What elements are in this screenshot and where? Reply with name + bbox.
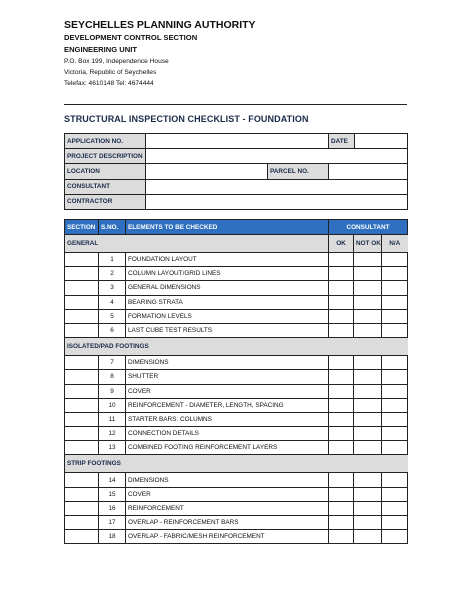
- checklist-table: [64, 219, 408, 544]
- item-text: COVER: [126, 384, 329, 398]
- date-label: DATE: [329, 134, 355, 149]
- ok-cell[interactable]: [329, 356, 354, 370]
- not-ok-cell[interactable]: [354, 295, 382, 309]
- ok-cell[interactable]: [329, 427, 354, 441]
- not-ok-cell[interactable]: [354, 473, 382, 487]
- consultant-field[interactable]: [146, 179, 408, 194]
- section-cell: [65, 427, 99, 441]
- not-ok-cell[interactable]: [354, 370, 382, 384]
- item-number: 12: [99, 427, 126, 441]
- na-cell[interactable]: [382, 501, 408, 515]
- section-cell: [65, 253, 99, 267]
- info-row-consultant: [65, 179, 408, 194]
- contact-line: Telefax: 4610148 Tel: 4674444: [64, 80, 154, 87]
- ok-cell[interactable]: [329, 473, 354, 487]
- ok-cell[interactable]: [329, 370, 354, 384]
- section-name: STRIP FOOTINGS: [65, 455, 329, 473]
- column-header-ok: OK: [329, 235, 354, 253]
- not-ok-cell[interactable]: [354, 309, 382, 323]
- item-text: GENERAL DIMENSIONS: [126, 281, 329, 295]
- item-number: 18: [99, 530, 126, 544]
- section-cell: [65, 267, 99, 281]
- column-header-not-ok: NOT OK: [354, 235, 382, 253]
- section-header-fill: [329, 338, 408, 356]
- section-cell: [65, 412, 99, 426]
- section-cell: [65, 516, 99, 530]
- na-cell[interactable]: [382, 384, 408, 398]
- ok-cell[interactable]: [329, 516, 354, 530]
- not-ok-cell[interactable]: [354, 412, 382, 426]
- column-header-na: N/A: [382, 235, 408, 253]
- section-name: ISOLATED/PAD FOOTINGS: [65, 338, 329, 356]
- item-number: 10: [99, 398, 126, 412]
- address-line-1: P.O. Box 199, Independence House: [64, 58, 169, 65]
- item-text: STARTER BARS: COLUMNS: [126, 412, 329, 426]
- item-number: 3: [99, 281, 126, 295]
- ok-cell[interactable]: [329, 412, 354, 426]
- item-text: OVERLAP - FABRIC/MESH REINFORCEMENT: [126, 530, 329, 544]
- column-header-sno: S.NO.: [99, 220, 126, 235]
- ok-cell[interactable]: [329, 323, 354, 337]
- na-cell[interactable]: [382, 295, 408, 309]
- section-cell: [65, 487, 99, 501]
- not-ok-cell[interactable]: [354, 267, 382, 281]
- item-number: 13: [99, 441, 126, 455]
- not-ok-cell[interactable]: [354, 516, 382, 530]
- header-divider: [64, 104, 407, 105]
- item-number: 8: [99, 370, 126, 384]
- ok-cell[interactable]: [329, 501, 354, 515]
- application-no-field[interactable]: [146, 134, 329, 149]
- section-cell: [65, 356, 99, 370]
- item-text: COVER: [126, 487, 329, 501]
- checklist-row: [65, 309, 408, 323]
- checklist-row: [65, 487, 408, 501]
- checklist-row: [65, 516, 408, 530]
- checklist-row: [65, 253, 408, 267]
- section-cell: [65, 309, 99, 323]
- column-header-elements: ELEMENTS TO BE CHECKED: [126, 220, 329, 235]
- item-text: BEARING STRATA: [126, 295, 329, 309]
- checklist-row: [65, 398, 408, 412]
- not-ok-cell[interactable]: [354, 398, 382, 412]
- na-cell[interactable]: [382, 323, 408, 337]
- item-number: 15: [99, 487, 126, 501]
- contractor-field[interactable]: [146, 194, 408, 209]
- not-ok-cell[interactable]: [354, 356, 382, 370]
- item-number: 14: [99, 473, 126, 487]
- parcel-no-label: PARCEL NO.: [268, 164, 329, 179]
- item-number: 7: [99, 356, 126, 370]
- section-cell: [65, 473, 99, 487]
- na-cell[interactable]: [382, 370, 408, 384]
- not-ok-cell[interactable]: [354, 323, 382, 337]
- document-title: STRUCTURAL INSPECTION CHECKLIST - FOUNDATION: [64, 114, 309, 124]
- not-ok-cell[interactable]: [354, 281, 382, 295]
- checklist-row: [65, 323, 408, 337]
- section-cell: [65, 441, 99, 455]
- na-cell[interactable]: [382, 530, 408, 544]
- na-cell[interactable]: [382, 267, 408, 281]
- na-cell[interactable]: [382, 487, 408, 501]
- na-cell[interactable]: [382, 473, 408, 487]
- section-header-row: [65, 235, 408, 253]
- checklist-row: [65, 427, 408, 441]
- item-text: CONNECTION DETAILS: [126, 427, 329, 441]
- section-name: DEVELOPMENT CONTROL SECTION: [64, 33, 198, 42]
- na-cell[interactable]: [382, 309, 408, 323]
- item-text: COMBINED FOOTING REINFORCEMENT LAYERS: [126, 441, 329, 455]
- consultant-label: CONSULTANT: [65, 179, 146, 194]
- item-text: COLUMN LAYOUT/GRID LINES: [126, 267, 329, 281]
- section-cell: [65, 530, 99, 544]
- not-ok-cell[interactable]: [354, 501, 382, 515]
- info-row-project: [65, 149, 408, 164]
- item-number: 11: [99, 412, 126, 426]
- section-header-row: [65, 455, 408, 473]
- item-number: 5: [99, 309, 126, 323]
- item-number: 16: [99, 501, 126, 515]
- na-cell[interactable]: [382, 253, 408, 267]
- checklist-row: [65, 473, 408, 487]
- na-cell[interactable]: [382, 398, 408, 412]
- ok-cell[interactable]: [329, 281, 354, 295]
- ok-cell[interactable]: [329, 487, 354, 501]
- not-ok-cell[interactable]: [354, 427, 382, 441]
- column-header-consultant: CONSULTANT: [329, 220, 408, 235]
- item-text: LAST CUBE TEST RESULTS: [126, 323, 329, 337]
- checklist-row: [65, 412, 408, 426]
- not-ok-cell[interactable]: [354, 530, 382, 544]
- project-description-field[interactable]: [146, 149, 408, 164]
- address-line-2: Victoria, Republic of Seychelles: [64, 69, 157, 76]
- ok-cell[interactable]: [329, 267, 354, 281]
- contractor-label: CONTRACTOR: [65, 194, 146, 209]
- ok-cell[interactable]: [329, 295, 354, 309]
- checklist-row: [65, 384, 408, 398]
- na-cell[interactable]: [382, 441, 408, 455]
- location-label: LOCATION: [65, 164, 146, 179]
- section-header-row: [65, 338, 408, 356]
- section-cell: [65, 398, 99, 412]
- parcel-no-field[interactable]: [329, 164, 408, 179]
- item-number: 2: [99, 267, 126, 281]
- item-text: FOUNDATION LAYOUT: [126, 253, 329, 267]
- organization-name: SEYCHELLES PLANNING AUTHORITY: [64, 19, 256, 31]
- column-header-section: SECTION: [65, 220, 99, 235]
- section-cell: [65, 384, 99, 398]
- checklist-row: [65, 281, 408, 295]
- na-cell[interactable]: [382, 412, 408, 426]
- checklist-row: [65, 530, 408, 544]
- item-number: 6: [99, 323, 126, 337]
- section-cell: [65, 501, 99, 515]
- item-number: 1: [99, 253, 126, 267]
- item-text: DIMENSIONS: [126, 473, 329, 487]
- checklist-row: [65, 370, 408, 384]
- section-name: GENERAL: [65, 235, 329, 253]
- location-field[interactable]: [146, 164, 268, 179]
- not-ok-cell[interactable]: [354, 253, 382, 267]
- na-cell[interactable]: [382, 427, 408, 441]
- section-cell: [65, 323, 99, 337]
- not-ok-cell[interactable]: [354, 487, 382, 501]
- section-cell: [65, 295, 99, 309]
- ok-cell[interactable]: [329, 384, 354, 398]
- checklist-row: [65, 441, 408, 455]
- na-cell[interactable]: [382, 281, 408, 295]
- item-text: OVERLAP - REINFORCEMENT BARS: [126, 516, 329, 530]
- item-text: REINFORCEMENT - DIAMETER, LENGTH, SPACING: [126, 398, 329, 412]
- ok-cell[interactable]: [329, 309, 354, 323]
- ok-cell[interactable]: [329, 398, 354, 412]
- item-text: DIMENSIONS: [126, 356, 329, 370]
- ok-cell[interactable]: [329, 253, 354, 267]
- item-number: 4: [99, 295, 126, 309]
- unit-name: ENGINEERING UNIT: [64, 45, 137, 54]
- ok-cell[interactable]: [329, 530, 354, 544]
- checklist-row: [65, 267, 408, 281]
- info-row-contractor: [65, 194, 408, 209]
- organization-header: [64, 18, 256, 89]
- not-ok-cell[interactable]: [354, 441, 382, 455]
- checklist-row: [65, 356, 408, 370]
- project-description-label: PROJECT DESCRIPTION: [65, 149, 146, 164]
- info-row-location: [65, 164, 408, 179]
- section-cell: [65, 281, 99, 295]
- project-info-table: [64, 133, 408, 210]
- not-ok-cell[interactable]: [354, 384, 382, 398]
- item-number: 9: [99, 384, 126, 398]
- na-cell[interactable]: [382, 356, 408, 370]
- application-no-label: APPLICATION NO.: [65, 134, 146, 149]
- item-text: FORMATION LEVELS: [126, 309, 329, 323]
- info-row-application: [65, 134, 408, 149]
- date-field[interactable]: [355, 134, 408, 149]
- checklist-header-row: [65, 220, 408, 235]
- na-cell[interactable]: [382, 516, 408, 530]
- item-text: SHUTTER: [126, 370, 329, 384]
- section-header-fill: [329, 455, 408, 473]
- checklist-row: [65, 295, 408, 309]
- item-number: 17: [99, 516, 126, 530]
- checklist-row: [65, 501, 408, 515]
- ok-cell[interactable]: [329, 441, 354, 455]
- section-cell: [65, 370, 99, 384]
- item-text: REINFORCEMENT: [126, 501, 329, 515]
